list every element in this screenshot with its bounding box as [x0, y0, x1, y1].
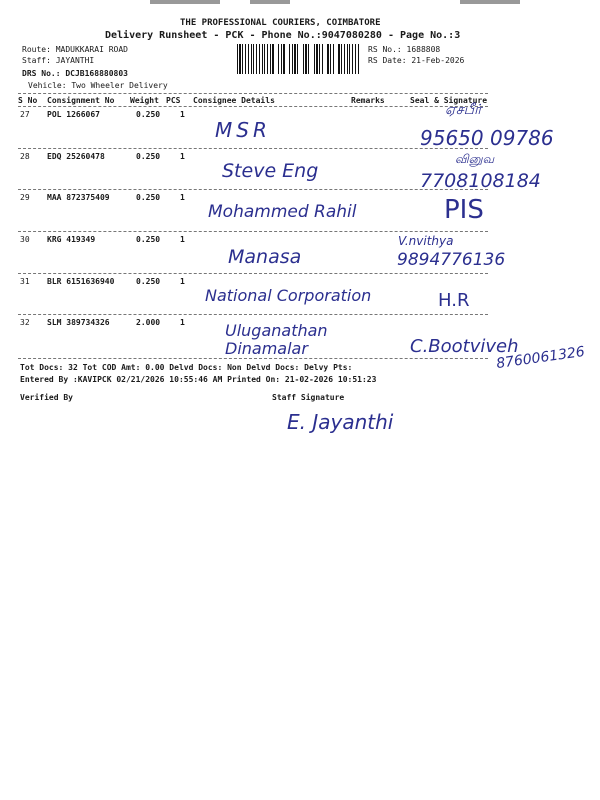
handwritten-phone: 8760061326	[495, 343, 586, 373]
handwritten-consignee: Mohammed Rahil	[208, 202, 357, 222]
row-consignment: POL 1266067	[47, 110, 100, 119]
drs-number: DRS No.: DCJB168880803	[22, 69, 128, 78]
handwritten-signature: C.Bootviveh	[410, 336, 519, 357]
row-weight: 0.250	[136, 277, 161, 286]
handwritten-consignee: MSR	[215, 118, 271, 142]
row-consignment: BLR 6151636940	[47, 277, 115, 286]
scan-mark	[460, 0, 520, 4]
totals-line: Tot Docs: 32 Tot COD Amt: 0.00 Delvd Docs: Non Delvd Docs: Delvy Pts:	[20, 363, 353, 372]
divider	[18, 93, 488, 94]
row-pcs: 1	[180, 152, 185, 161]
divider	[18, 106, 488, 107]
row-sno: 29	[20, 193, 30, 202]
row-consignment: MAA 872375409	[47, 193, 110, 202]
row-pcs: 1	[180, 110, 185, 119]
row-sno: 32	[20, 318, 30, 327]
col-consignee: Consignee Details	[193, 96, 275, 105]
company-title: THE PROFESSIONAL COURIERS, COIMBATORE	[180, 18, 381, 28]
col-seal-signature: Seal & Signature	[410, 96, 488, 105]
handwritten-consignee: Uluganathan Dinamalar	[225, 321, 328, 358]
row-weight: 0.250	[136, 235, 161, 244]
verified-by-label: Verified By	[20, 393, 73, 402]
divider	[18, 273, 488, 274]
col-weight: Weight	[130, 96, 159, 105]
divider	[18, 231, 488, 232]
row-weight: 0.250	[136, 193, 161, 202]
divider	[18, 358, 488, 359]
route-label: Route: MADUKKARAI ROAD	[22, 45, 128, 54]
row-consignment: KRG 419349	[47, 235, 96, 244]
barcode-gaps	[237, 44, 363, 74]
row-sno: 28	[20, 152, 30, 161]
handwritten-signature: ஏசபீர்	[445, 102, 482, 118]
row-pcs: 1	[180, 277, 185, 286]
handwritten-signature: வினுவ	[455, 152, 495, 166]
divider	[18, 314, 488, 315]
scan-mark	[250, 0, 290, 4]
handwritten-staff-signature: E. Jayanthi	[287, 410, 394, 434]
row-pcs: 1	[180, 235, 185, 244]
col-consignment: Consignment No	[47, 96, 115, 105]
row-sno: 31	[20, 277, 30, 286]
staff-signature-label: Staff Signature	[272, 393, 345, 402]
rs-number: RS No.: 1688808	[368, 45, 441, 54]
row-sno: 30	[20, 235, 30, 244]
row-weight: 2.000	[136, 318, 161, 327]
col-remarks: Remarks	[351, 96, 385, 105]
handwritten-consignee: Manasa	[228, 246, 302, 268]
row-weight: 0.250	[136, 152, 161, 161]
runsheet-subtitle: Delivery Runsheet - PCK - Phone No.:9047080280 - Page No.:3	[105, 30, 461, 41]
row-consignment: EDQ 25260478	[47, 152, 105, 161]
row-sno: 27	[20, 110, 30, 119]
row-consignment: SLM 389734326	[47, 318, 110, 327]
vehicle-label: Vehicle: Two Wheeler Delivery	[28, 81, 168, 90]
row-pcs: 1	[180, 193, 185, 202]
divider	[18, 189, 488, 190]
handwritten-consignee: National Corporation	[205, 286, 372, 305]
handwritten-signature: PIS	[444, 195, 484, 225]
handwritten-signature: V.nvithya	[398, 234, 454, 248]
scan-mark	[150, 0, 220, 4]
col-pcs: PCS	[166, 96, 181, 105]
row-weight: 0.250	[136, 110, 161, 119]
divider	[18, 148, 488, 149]
handwritten-phone: 95650 09786	[420, 126, 554, 150]
handwritten-consignee: Steve Eng	[222, 160, 319, 182]
rs-date: RS Date: 21-Feb-2026	[368, 56, 465, 65]
handwritten-phone: 7708108184	[420, 170, 541, 192]
handwritten-phone: 9894776136	[397, 250, 506, 270]
handwritten-signature: H.R	[438, 290, 470, 311]
row-pcs: 1	[180, 318, 185, 327]
staff-label: Staff: JAYANTHI	[22, 56, 95, 65]
col-sno: S No	[18, 96, 38, 105]
entered-by-line: Entered By :KAVIPCK 02/21/2026 10:55:46 AM Printed On: 21-02-2026 10:51:23	[20, 375, 377, 384]
